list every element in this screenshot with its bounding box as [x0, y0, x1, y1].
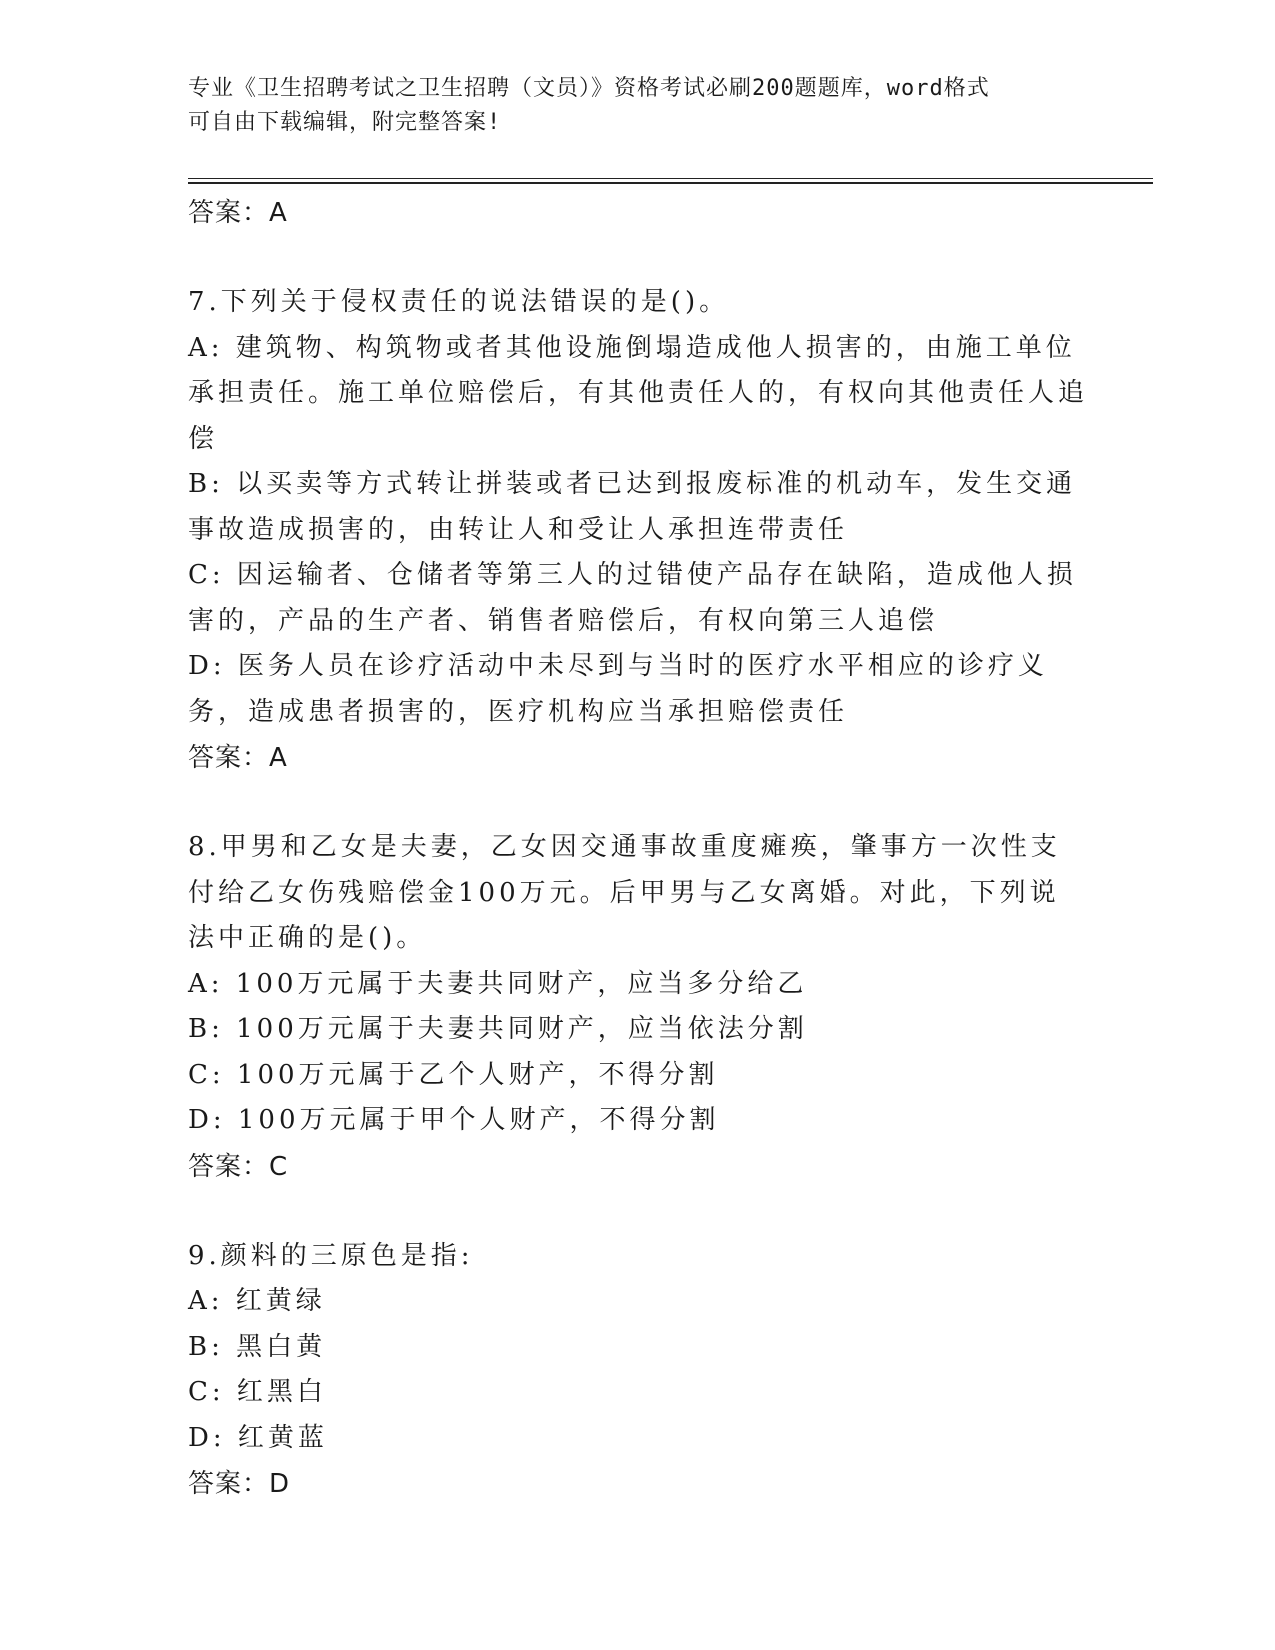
option-b: B: 以买卖等方式转让拼装或者已达到报废标准的机动车，发生交通事故造成损害的，由转让人和受让人承担连带责任 [188, 469, 1077, 545]
header-line-2: 可自由下载编辑，附完整答案! [188, 110, 502, 135]
answer-line: 答案：A [188, 198, 288, 228]
answer-line: 答案：A [188, 743, 288, 773]
header-rule-thick [188, 182, 1153, 184]
option-d: D: 红黄蓝 [188, 1422, 328, 1453]
question-text: 8.甲男和乙女是夫妻，乙女因交通事故重度瘫痪，肇事方一次性支付给乙女伤残赔偿金100万元。后甲男与乙女离婚。对此，下列说法中正确的是()。 [188, 832, 1061, 953]
option-c: C: 100万元属于乙个人财产，不得分割 [188, 1059, 719, 1090]
option-c: C: 红黑白 [188, 1377, 327, 1407]
option-a: A: 建筑物、构筑物或者其他设施倒塌造成他人损害的，由施工单位承担责任。施工单位赔偿后，有其他责任人的，有权向其他责任人追偿 [188, 332, 1089, 454]
option-c: C: 因运输者、仓储者等第三人的过错使产品存在缺陷，造成他人损害的，产品的生产者、销售者赔偿后，有权向第三人追偿 [188, 560, 1077, 636]
header-line-1: 专业《卫生招聘考试之卫生招聘（文员）》资格考试必刷200题题库，word格式 [188, 76, 990, 101]
document-header [188, 72, 1088, 140]
option-a: A: 100万元属于夫妻共同财产，应当多分给乙 [188, 968, 808, 999]
question-text: 9.颜料的三原色是指: [188, 1240, 474, 1271]
question-block [188, 280, 1088, 781]
header-rule-thin [188, 178, 1153, 179]
answer-line: 答案：C [188, 1151, 289, 1182]
spacer [188, 781, 1088, 825]
question-block [188, 1234, 1088, 1508]
option-b: B: 100万元属于夫妻共同财产，应当依法分割 [188, 1014, 808, 1044]
answer-line: 答案：D [188, 1469, 291, 1499]
spacer [188, 236, 1088, 280]
option-b: B: 黑白黄 [188, 1331, 327, 1362]
option-d: D: 医务人员在诊疗活动中未尽到与当时的医疗水平相应的诊疗义务，造成患者损害的，医疗机构应当承担赔偿责任 [188, 651, 1048, 727]
document-body [188, 190, 1088, 1507]
question-text: 7.下列关于侵权责任的说法错误的是()。 [188, 287, 730, 317]
option-d: D: 100万元属于甲个人财产，不得分割 [188, 1105, 720, 1135]
option-a: A: 红黄绿 [188, 1286, 326, 1316]
question-block [188, 825, 1088, 1190]
spacer [188, 1190, 1088, 1234]
